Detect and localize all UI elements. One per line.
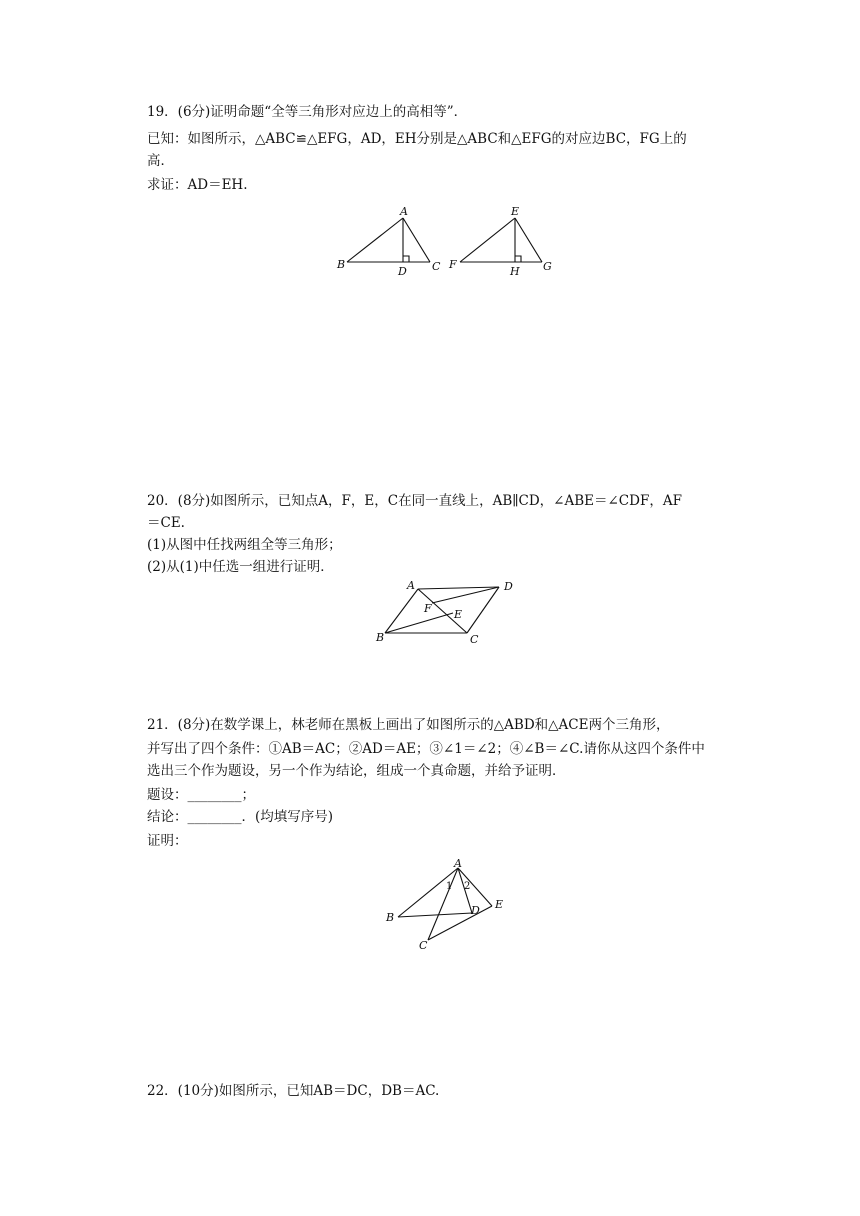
label-C: C bbox=[470, 633, 479, 646]
label-H: H bbox=[510, 265, 520, 278]
label-A: A bbox=[454, 857, 462, 870]
label-B: B bbox=[386, 911, 395, 924]
q21-title-line2: 并写出了四个条件：①AB＝AC；②AD＝AE；③∠1＝∠2；④∠B＝∠C.请你从这四个条件中 bbox=[147, 741, 705, 757]
q20-title-line1: 20．(8分)如图所示，已知点A，F，E，C在同一直线上，AB∥CD，∠ABE＝∠CDF，AF bbox=[147, 493, 682, 509]
label-F: F bbox=[424, 602, 432, 615]
q20-title-line2: ＝CE. bbox=[147, 515, 185, 531]
q21-conclusion: 结论：________．(均填写序号) bbox=[147, 809, 334, 825]
q20-part2: (2)从(1)中任选一组进行证明． bbox=[147, 559, 334, 575]
q19-given-line1: 已知：如图所示，△ABC≌△EFG，AD，EH分别是△ABC和△EFG的对应边BC，FG上的 bbox=[147, 131, 687, 147]
label-angle-2: 2 bbox=[464, 881, 471, 892]
q21-hypothesis: 题设：________； bbox=[147, 787, 255, 803]
q21-title-line1: 21．(8分)在数学课上，林老师在黑板上画出了如图所示的△ABD和△ACE两个三角形， bbox=[147, 717, 670, 733]
q20-part1: (1)从图中任找两组全等三角形； bbox=[147, 537, 342, 553]
q19-given-line2: 高． bbox=[147, 153, 174, 169]
q22-title: 22．(10分)如图所示，已知AB＝DC，DB＝AC. bbox=[147, 1083, 440, 1099]
label-A: A bbox=[400, 205, 408, 218]
label-A: A bbox=[407, 579, 415, 592]
label-B: B bbox=[337, 258, 346, 271]
label-D: D bbox=[398, 265, 407, 278]
label-E: E bbox=[495, 898, 504, 911]
q21-proof: 证明： bbox=[147, 833, 188, 849]
label-C: C bbox=[419, 939, 428, 952]
label-E: E bbox=[454, 608, 463, 621]
q21-title-line3: 选出三个作为题设，另一个作为结论，组成一个真命题，并给予证明． bbox=[147, 763, 566, 779]
label-D: D bbox=[504, 580, 513, 593]
label-F: F bbox=[449, 258, 457, 271]
label-G: G bbox=[543, 260, 552, 273]
label-E: E bbox=[511, 205, 520, 218]
label-angle-1: 1 bbox=[446, 881, 453, 892]
label-C: C bbox=[432, 260, 441, 273]
label-B: B bbox=[376, 631, 385, 644]
q19-title: 19．(6分)证明命题“全等三角形对应边上的高相等”． bbox=[147, 104, 468, 120]
q19-prove: 求证：AD＝EH. bbox=[147, 177, 248, 193]
label-D: D bbox=[471, 904, 480, 917]
